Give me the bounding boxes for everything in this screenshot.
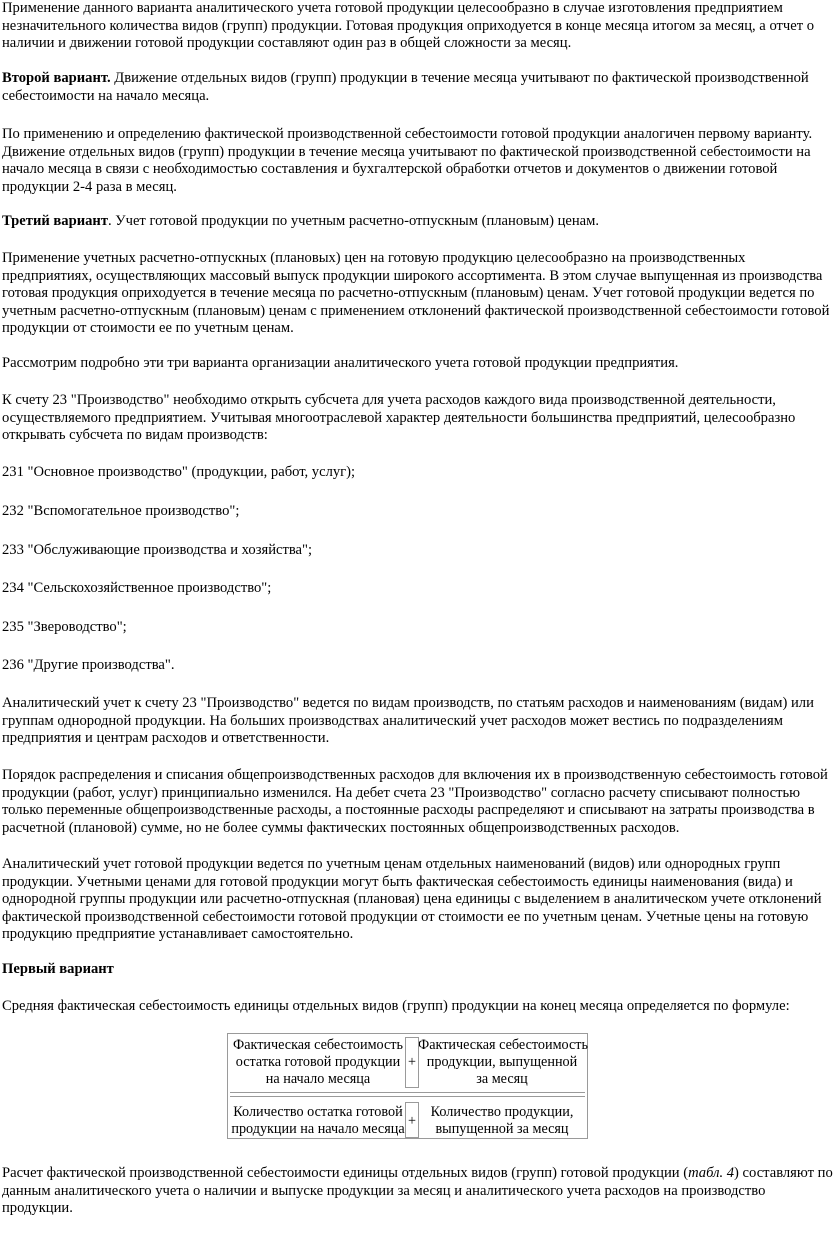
paragraph-line: продукции. Учетными ценами для готовой продукции могут быть фактическая себестоимость единицы наименования (вида) и (2, 873, 793, 890)
paragraph-line: Рассмотрим подробно эти три варианта организации аналитического учета готовой продукции предприятия. (2, 355, 679, 371)
formula-text: на начало месяца (265, 1071, 371, 1087)
paragraph-text: Расчет фактической производственной себестоимости единицы отдельных видов (групп) готовой продукции ( (2, 1165, 689, 1181)
paragraph-line: продукции от стоимости ее по учетным ценам. (2, 320, 294, 336)
second-variant-heading: Второй вариант. (2, 70, 111, 86)
paragraph-line: предприятия и центрам расходов и ответственности. (2, 730, 330, 746)
paragraph-line: открывать субсчета по видам производств: (2, 427, 268, 443)
third-variant-heading: Третий вариант (2, 213, 108, 229)
formula-text: выпущенной за месяц (435, 1121, 569, 1137)
subaccount-item: 231 "Основное производство" (продукции, работ, услуг); (2, 464, 356, 480)
table-reference: табл. 4 (688, 1165, 735, 1181)
formula-text: остатка готовой продукции (235, 1054, 401, 1070)
cost-formula-table (227, 1033, 588, 1139)
paragraph-line: Средняя фактическая себестоимость единицы отдельных видов (групп) продукции на конец месяца определяется по формуле: (2, 998, 790, 1014)
first-variant-heading (2, 961, 114, 979)
paragraph-line: учетным расчетно-отпускным (плановым) ценам с применением отклонений фактической производственной себестоимости готовой (2, 302, 830, 319)
paragraph-line: фактической производственной себестоимости готовой продукции от стоимости ее по учетным ценам. Учетные цены на готовую (2, 908, 809, 925)
numerator-plus-cell (405, 1037, 419, 1088)
paragraph-line: готовая продукция оприходуется в течение месяца по расчетно-отпускным (плановым) ценам. Учет готовой продукции ведется по (2, 285, 815, 301)
paragraph-line: Порядок распределения и списания общепроизводственных расходов для включения их в производственную себестоимость готовой (2, 767, 828, 783)
paragraph-line: К счету 23 "Производство" необходимо открыть субсчета для учета расходов каждого вида производственной деятельности, (2, 392, 776, 408)
numerator-plus-sign: + (407, 1054, 416, 1070)
paragraph-line: продукцию предприятие устанавливает самостоятельно. (2, 926, 354, 942)
denominator-right (418, 1104, 586, 1138)
paragraph-line: Движение отдельных видов (групп) продукции в течение месяца учитывают по фактической производственной себестоимости на (2, 143, 811, 160)
paragraph-line: Аналитический учет к счету 23 "Производство" ведется по видам производств, по статьям расходов и наименованиям (видам) или (2, 695, 814, 711)
formula-text: продукции на начало месяца (231, 1121, 405, 1137)
paragraph-line: осуществляемого предприятием. Учитывая многоотраслевой характер деятельности большинства предприятий, целесообразно (2, 409, 796, 426)
paragraph-text: Движение отдельных видов (групп) продукции в течение месяца учитывают по фактической производственной (110, 70, 809, 86)
paragraph-text: . Учет готовой продукции по учетным расчетно-отпускным (плановым) ценам. (107, 213, 600, 229)
paragraph-line: продукции 2-4 раза в месяц. (2, 178, 177, 195)
paragraph-text: ) составляют по (734, 1165, 833, 1181)
paragraph-line: начало месяца в связи с необходимостью составления и бухгалтерской обработки отчетов и документов о движении готовой (2, 161, 778, 177)
formula-text: Фактическая себестоимость (233, 1037, 403, 1053)
fraction-line (230, 1096, 585, 1097)
table-reference-paragraph (2, 1165, 833, 1183)
formula-text: Фактическая себестоимость (418, 1037, 588, 1053)
denominator-plus-sign: + (407, 1113, 416, 1129)
formula-text: Количество остатка готовой (233, 1104, 403, 1120)
paragraph-line: расчетной (плановой) сумме, но не более суммы фактических постоянных общепроизводственных расходов. (2, 819, 680, 836)
paragraph-line: однородной группы продукции или расчетно-отпускная (плановая) цена единицы с выделением в аналитическом учете отклонений (2, 891, 822, 907)
paragraph-line: группам однородной продукции. На больших производствах аналитический учет расходов может вестись по подразделениям (2, 712, 783, 729)
paragraph-line: данным аналитического учета о наличии и выпуске продукции за месяц и аналитического учета расходов на производство (2, 1182, 766, 1199)
paragraph-line: незначительного количества видов (групп) продукции. Готовая продукция оприходуется в конце месяца итогом за месяц, а отчет о (2, 17, 815, 34)
numerator-left (230, 1037, 406, 1088)
second-variant-paragraph (2, 70, 809, 88)
paragraph-line: продукции. (2, 1200, 73, 1216)
heading-text: Первый вариант (2, 961, 114, 977)
paragraph-line: только переменные общепроизводственные расходы, а постоянные расходы распределяют и списывают на затраты производства в (2, 802, 815, 818)
formula-text: Количество продукции, (430, 1104, 574, 1120)
fraction-line (230, 1092, 585, 1093)
paragraph-line: наличии и движении готовой продукции составляют один раз в общей сложности за месяц. (2, 35, 572, 51)
paragraph-line: продукции (работ, услуг) принципиально изменился. На дебет счета 23 "Производство" согласно расчету списывают полностью (2, 784, 801, 801)
paragraph-line: По применению и определению фактической производственной себестоимости готовой продукции аналогичен первому варианту. (2, 126, 813, 142)
denominator-left (230, 1104, 406, 1138)
formula-text: за месяц (476, 1071, 528, 1087)
paragraph-line: предприятиях, осуществляющих массовый выпуск продукции широкого ассортимента. В этом случае выпущенная из производства (2, 267, 823, 284)
subaccount-item: 232 "Вспомогательное производство"; (2, 503, 240, 519)
subaccount-item: 235 "Звероводство"; (2, 619, 127, 635)
paragraph-line: Аналитический учет готовой продукции ведется по учетным ценам отдельных наименований (видов) или однородных групп (2, 856, 781, 872)
formula-text: продукции, выпущенной (426, 1054, 578, 1070)
subaccount-item: 233 "Обслуживающие производства и хозяйства"; (2, 542, 313, 558)
third-variant-paragraph (2, 213, 599, 231)
numerator-right (418, 1037, 586, 1088)
denominator-plus-cell (405, 1102, 419, 1138)
paragraph-line: Применение данного варианта аналитического учета готовой продукции целесообразно в случае изготовления предприятием (2, 0, 783, 16)
subaccount-item: 236 "Другие производства". (2, 657, 175, 673)
paragraph-line: себестоимости на начало месяца. (2, 87, 210, 104)
subaccount-item: 234 "Сельскохозяйственное производство"; (2, 580, 272, 596)
paragraph-line: Применение учетных расчетно-отпускных (плановых) цен на готовую продукцию целесообразно на производственных (2, 250, 746, 266)
